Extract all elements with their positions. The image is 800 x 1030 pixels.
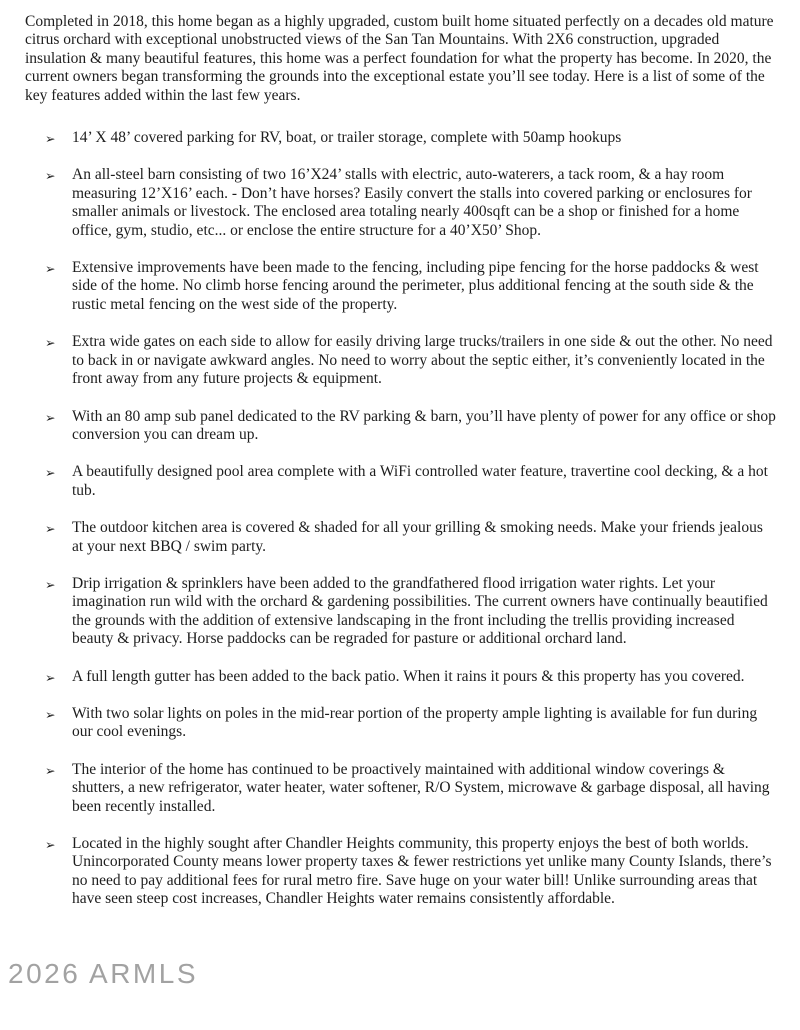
feature-item-text: With an 80 amp sub panel dedicated to the RV parking & barn, you’ll have plenty of power for any office or shop conversion you can dream up. (72, 407, 776, 443)
arrow-bullet-icon: ➢ (45, 261, 56, 277)
feature-item (25, 166, 777, 240)
arrow-bullet-icon: ➢ (45, 837, 56, 852)
arrow-bullet-icon: ➢ (45, 576, 56, 592)
feature-item-text: The outdoor kitchen area is covered & shaded for all your grilling & smoking needs. Make your friends jealous at your next BBQ / swim party. (72, 519, 763, 555)
arrow-bullet-icon: ➢ (45, 409, 56, 425)
armls-watermark: 2026 ARMLS (8, 958, 198, 989)
feature-item (25, 835, 777, 909)
feature-item (25, 463, 777, 500)
feature-item (25, 259, 777, 314)
arrow-bullet-icon: ➢ (45, 465, 56, 481)
feature-item-text: Drip irrigation & sprinklers have been added to the grandfathered flood irrigation water rights. Let your imagination run wild with the orchard & gardening possibilities. The current owners have continually beautified the grounds with the addition of extensive landscaping in the front including the trellis providing increased beauty & privacy. Horse paddocks can be regraded for pasture or additional orchard land. (72, 574, 768, 648)
feature-item-text: 14’ X 48’ covered parking for RV, boat, or trailer storage, complete with 50amp hookups (72, 129, 622, 147)
intro-paragraph: Completed in 2018, this home began as a highly upgraded, custom built home situated perfectly on a decades old mature citrus orchard with exceptional unobstructed views of the San Tan Mountains. With 2X6 construction, upgraded insulation & many beautiful features, this home was a perfect foundation for what the property has become. In 2020, the current owners began transforming the grounds into the exceptional estate you’ll see today. Here is a list of some of the key features added within the last few years. (25, 13, 774, 104)
feature-item-text: The interior of the home has continued to be proactively maintained with additional window coverings & shutters, a new refrigerator, water heater, water softener, R/O System, microwave & garbage disposal, all having been recently installed. (72, 760, 770, 815)
arrow-bullet-icon: ➢ (45, 131, 56, 147)
feature-item-text: Located in the highly sought after Chandler Heights community, this property enjoys the best of both worlds. Unincorporated County means lower property taxes & fewer restrictions yet unlike many County Islands, there’s no need to pay additional fees for rural metro fire. Save huge on your water bill! Unlike surrounding areas that have seen steep cost increases, Chandler Heights water remains consistently affordable. (72, 835, 772, 908)
feature-item-text: An all-steel barn consisting of two 16’X24’ stalls with electric, auto-waterers, a tack room, & a hay room measuring 12’X16’ each. - Don’t have horses? Easily convert the stalls into covered parking or enclosures for smaller animals or livestock. The enclosed area totaling nearly 400sqft can be a shop or finished for a home office, gym, studio, etc... or enclose the entire structure for a 40’X50’ Shop. (72, 166, 752, 239)
feature-item-text: Extensive improvements have been made to the fencing, including pipe fencing for the horse paddocks & west side of the home. No climb horse fencing around the perimeter, plus additional fencing at the south side & the rustic metal fencing on the west side of the property. (72, 259, 759, 313)
feature-item (25, 668, 777, 686)
arrow-bullet-icon: ➢ (45, 762, 56, 778)
feature-item (25, 333, 777, 388)
arrow-bullet-icon: ➢ (45, 521, 56, 537)
arrow-bullet-icon: ➢ (45, 168, 56, 184)
feature-item (25, 129, 777, 147)
feature-item (25, 705, 777, 742)
arrow-bullet-icon: ➢ (45, 335, 56, 351)
feature-item-text: A full length gutter has been added to the back patio. When it rains it pours & this property has you covered. (72, 667, 745, 685)
feature-item-text: With two solar lights on poles in the mid-rear portion of the property ample lighting is available for fun during our cool evenings. (72, 704, 758, 741)
arrow-bullet-icon: ➢ (45, 669, 56, 685)
arrow-bullet-icon: ➢ (45, 706, 56, 722)
feature-item (25, 408, 777, 445)
feature-item (25, 761, 777, 816)
feature-item-text: Extra wide gates on each side to allow for easily driving large trucks/trailers in one side & out the other. No need to back in or navigate awkward angles. No need to worry about the septic either, it’s conveniently located in the front away from any future projects & equipment. (72, 333, 773, 388)
feature-item-text: A beautifully designed pool area complete with a WiFi controlled water feature, travertine cool decking, & a hot tub. (72, 463, 768, 499)
feature-list (25, 129, 777, 909)
feature-item (25, 575, 777, 649)
feature-item (25, 519, 777, 556)
